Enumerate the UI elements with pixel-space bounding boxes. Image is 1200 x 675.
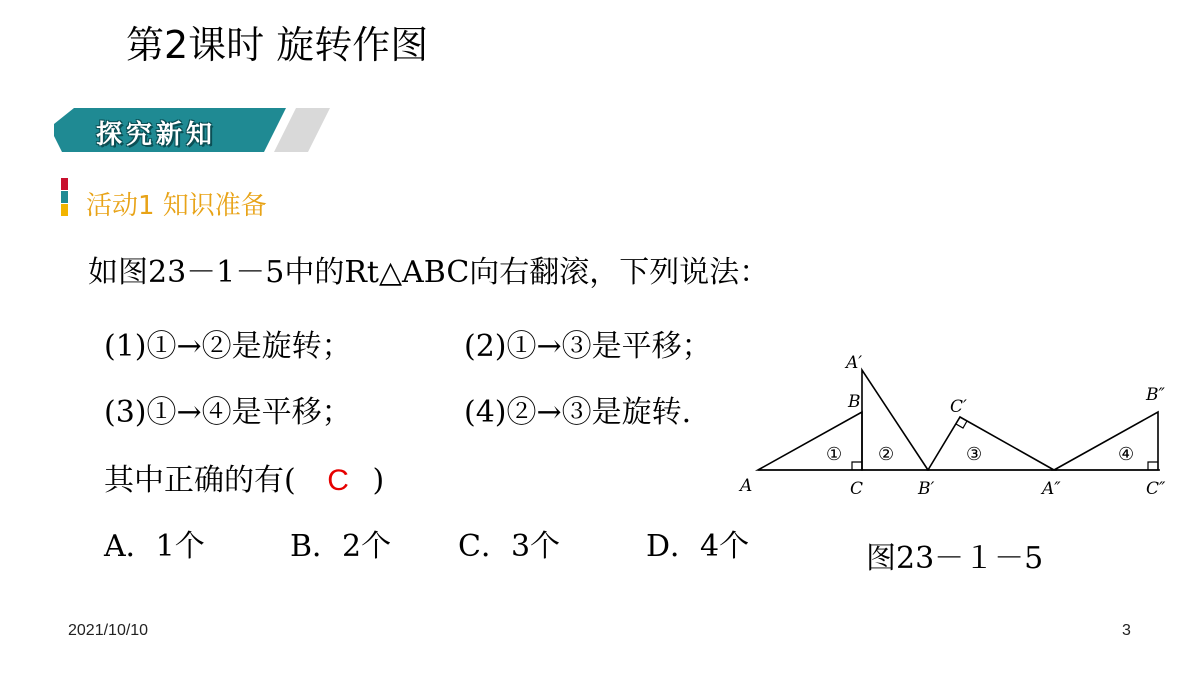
label-a2: A″	[1042, 479, 1061, 499]
slide-title: 第2课时 旋转作图	[126, 23, 429, 67]
label-b2: B″	[1146, 385, 1165, 405]
section-label: 活动1 知识准备	[86, 191, 267, 221]
option-a: A．1个	[104, 529, 205, 564]
label-c: C	[850, 479, 864, 499]
marker-red	[61, 178, 68, 190]
page-number: 3	[1122, 622, 1131, 639]
section-banner	[54, 106, 334, 154]
answer-value: C	[327, 464, 349, 497]
marker-yellow	[61, 204, 68, 216]
option-d: D．4个	[646, 529, 750, 564]
marker-teal	[61, 191, 68, 203]
option-c: C．3个	[458, 529, 561, 564]
footer-date: 2021/10/10	[68, 622, 149, 639]
prompt-prefix: 其中正确的有(	[104, 463, 296, 498]
region-4: ④	[1118, 444, 1135, 465]
rolling-triangle-figure	[736, 344, 1176, 514]
statement-4: (4)②→③是旋转.	[464, 395, 692, 430]
banner-title: 探究新知	[96, 120, 217, 150]
label-b: B	[848, 392, 861, 412]
statement-3: (3)①→④是平移；	[104, 395, 352, 430]
statement-2: (2)①→③是平移；	[464, 329, 712, 364]
answer-prompt	[104, 460, 384, 502]
statement-1: (1)①→②是旋转；	[104, 329, 352, 364]
right-angle-c	[852, 462, 862, 470]
label-c1: C′	[950, 397, 967, 417]
label-c2: C″	[1146, 479, 1166, 499]
right-angle-c2	[1148, 462, 1158, 470]
prompt-suffix: )	[372, 463, 385, 498]
question-text: 如图23－1－5中的Rt△ABC向右翻滚，下列说法：	[88, 255, 770, 290]
figure-caption: 图23－１－5	[866, 541, 1044, 576]
label-a1: A′	[846, 353, 863, 373]
triangle-2	[862, 370, 928, 470]
region-1: ①	[826, 444, 843, 465]
region-3: ③	[966, 444, 983, 465]
label-b1: B′	[918, 479, 935, 499]
option-b: B．2个	[290, 529, 392, 564]
triangle-1	[758, 412, 862, 470]
triangle-4	[1054, 412, 1158, 470]
label-a: A	[740, 476, 753, 496]
region-2: ②	[878, 444, 895, 465]
triangle-3	[928, 417, 1054, 470]
